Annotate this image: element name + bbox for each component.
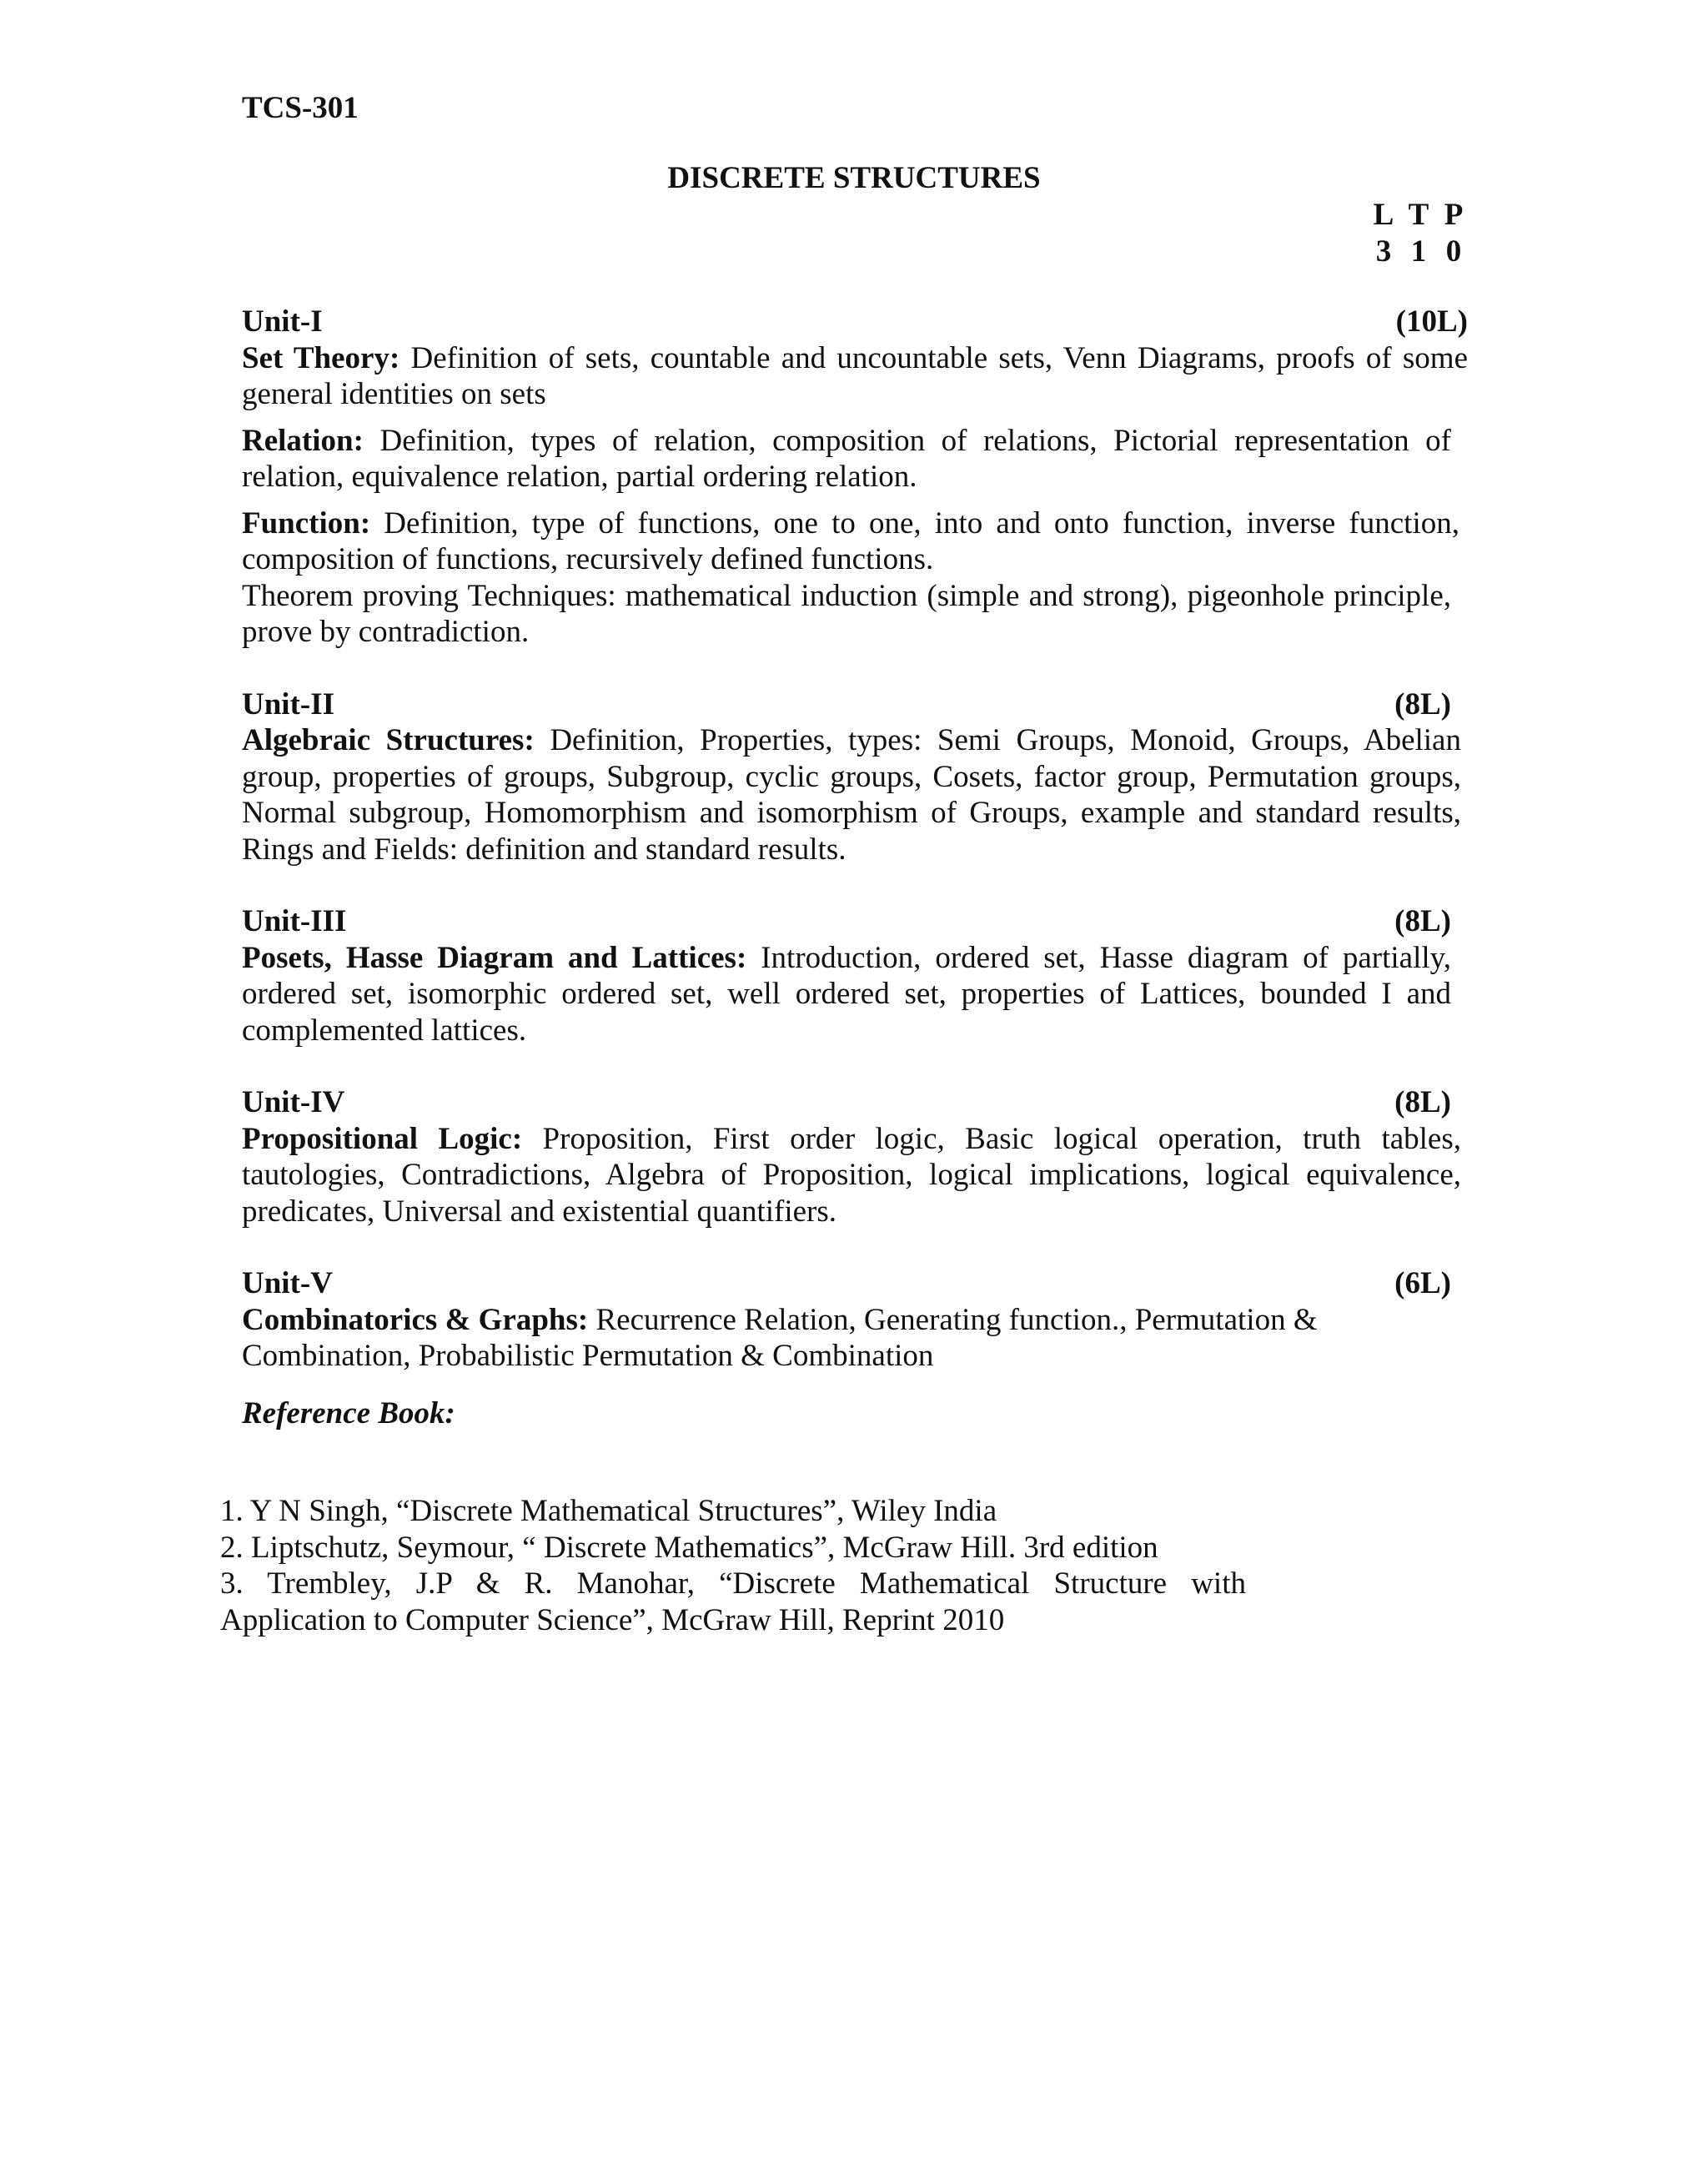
ltp-labels-row bbox=[1366, 197, 1471, 234]
topic-description: Definition, type of functions, one to one, into and onto function, inverse function, composition of functions, recursively defined functions. bbox=[242, 505, 1459, 576]
topic-title: Algebraic Structures: bbox=[242, 723, 535, 757]
topic-description: Proposition, First order logic, Basic logical operation, truth tables, tautologies, Contradictions, Algebra of Proposition, logical implications, logical equivalence, predicates, Universal and existential quantifiers. bbox=[242, 1121, 1461, 1229]
unit-heading bbox=[242, 686, 1468, 723]
unit-paragraph bbox=[242, 340, 1468, 413]
unit-heading bbox=[242, 304, 1468, 340]
topic-description: Definition, types of relation, composition of relations, Pictorial representation of relation, equivalence relation, partial ordering relation. bbox=[242, 423, 1451, 494]
ltp-label-p: P bbox=[1444, 198, 1464, 232]
topic-title: Propositional Logic: bbox=[242, 1121, 523, 1156]
unit-paragraph bbox=[242, 722, 1468, 867]
unit-hours: (8L) bbox=[1394, 1085, 1451, 1119]
unit-1 bbox=[242, 304, 1468, 651]
unit-name: Unit-V bbox=[242, 1266, 333, 1300]
course-title: DISCRETE STRUCTURES bbox=[667, 161, 1041, 195]
unit-heading bbox=[242, 1265, 1468, 1302]
unit-5 bbox=[242, 1265, 1468, 1375]
unit-paragraph bbox=[242, 1302, 1468, 1375]
reference-item: 2. Liptschutz, Seymour, “ Discrete Mathematics”, McGraw Hill. 3rd edition bbox=[220, 1530, 1158, 1565]
ltp-value-t: 1 bbox=[1410, 234, 1427, 269]
topic-title: Relation: bbox=[242, 423, 364, 458]
unit-paragraph bbox=[242, 423, 1468, 495]
reference-heading: Reference Book: bbox=[242, 1395, 455, 1430]
ltp-label-t: T bbox=[1408, 198, 1429, 232]
unit-heading bbox=[242, 903, 1468, 940]
course-code: TCS-301 bbox=[242, 91, 359, 125]
ltp-value-l: 3 bbox=[1375, 234, 1392, 269]
ltp-table bbox=[1366, 197, 1471, 270]
unit-hours: (8L) bbox=[1394, 904, 1451, 938]
syllabus-content bbox=[220, 304, 1469, 1638]
topic-description: Introduction, ordered set, Hasse diagram of partially, ordered set, isomorphic ordered set, well ordered set, properties of Lattices, bounded I and complemented lattices. bbox=[242, 940, 1451, 1048]
unit-2 bbox=[242, 686, 1468, 868]
unit-paragraph bbox=[242, 940, 1468, 1049]
topic-title: Posets, Hasse Diagram and Lattices: bbox=[242, 940, 747, 975]
unit-paragraph bbox=[242, 505, 1468, 578]
unit-name: Unit-II bbox=[242, 686, 335, 722]
topic-description: Definition of sets, countable and uncountable sets, Venn Diagrams, proofs of some general identities on sets bbox=[242, 340, 1469, 411]
unit-name: Unit-IV bbox=[242, 1085, 345, 1119]
topic-title: Set Theory: bbox=[242, 340, 400, 375]
reference-item: 1. Y N Singh, “Discrete Mathematical Structures”, Wiley India bbox=[220, 1494, 997, 1528]
ltp-values-row bbox=[1366, 234, 1471, 270]
unit-hours: (10L) bbox=[1395, 304, 1468, 339]
reference-item: 3. Trembley, J.P & R. Manohar, “Discrete Mathematical Structure with Application to Computer Science”, McGraw Hill, Reprint 2010 bbox=[220, 1566, 1246, 1637]
ltp-value-p: 0 bbox=[1445, 234, 1462, 269]
unit-name: Unit-I bbox=[242, 304, 323, 339]
topic-description: Definition, Properties, types: Semi Groups, Monoid, Groups, Abelian group, properties of groups, Subgroup, cyclic groups, Cosets, factor group, Permutation groups, Normal subgroup, Homomorphism and isomorphism of Groups, example and standard results, Rings and Fields: definition and standard results. bbox=[242, 723, 1461, 867]
unit-heading bbox=[242, 1084, 1468, 1121]
reference-list bbox=[220, 1493, 1371, 1638]
unit-paragraph bbox=[242, 1121, 1468, 1230]
unit-3 bbox=[242, 903, 1468, 1048]
ltp-label-l: L bbox=[1373, 198, 1394, 232]
topic-description: Theorem proving Techniques: mathematical induction (simple and strong), pigeonhole principle, prove by contradiction. bbox=[242, 578, 1451, 649]
topic-title: Combinatorics & Graphs: bbox=[242, 1302, 589, 1337]
unit-name: Unit-III bbox=[242, 904, 347, 938]
unit-hours: (8L) bbox=[1394, 686, 1451, 722]
topic-description: Recurrence Relation, Generating function., Permutation & Combination, Probabilistic Permutation & Combination bbox=[242, 1302, 1318, 1373]
unit-paragraph bbox=[242, 578, 1468, 651]
topic-title: Function: bbox=[242, 505, 371, 540]
unit-hours: (6L) bbox=[1394, 1266, 1451, 1300]
unit-4 bbox=[242, 1084, 1468, 1229]
